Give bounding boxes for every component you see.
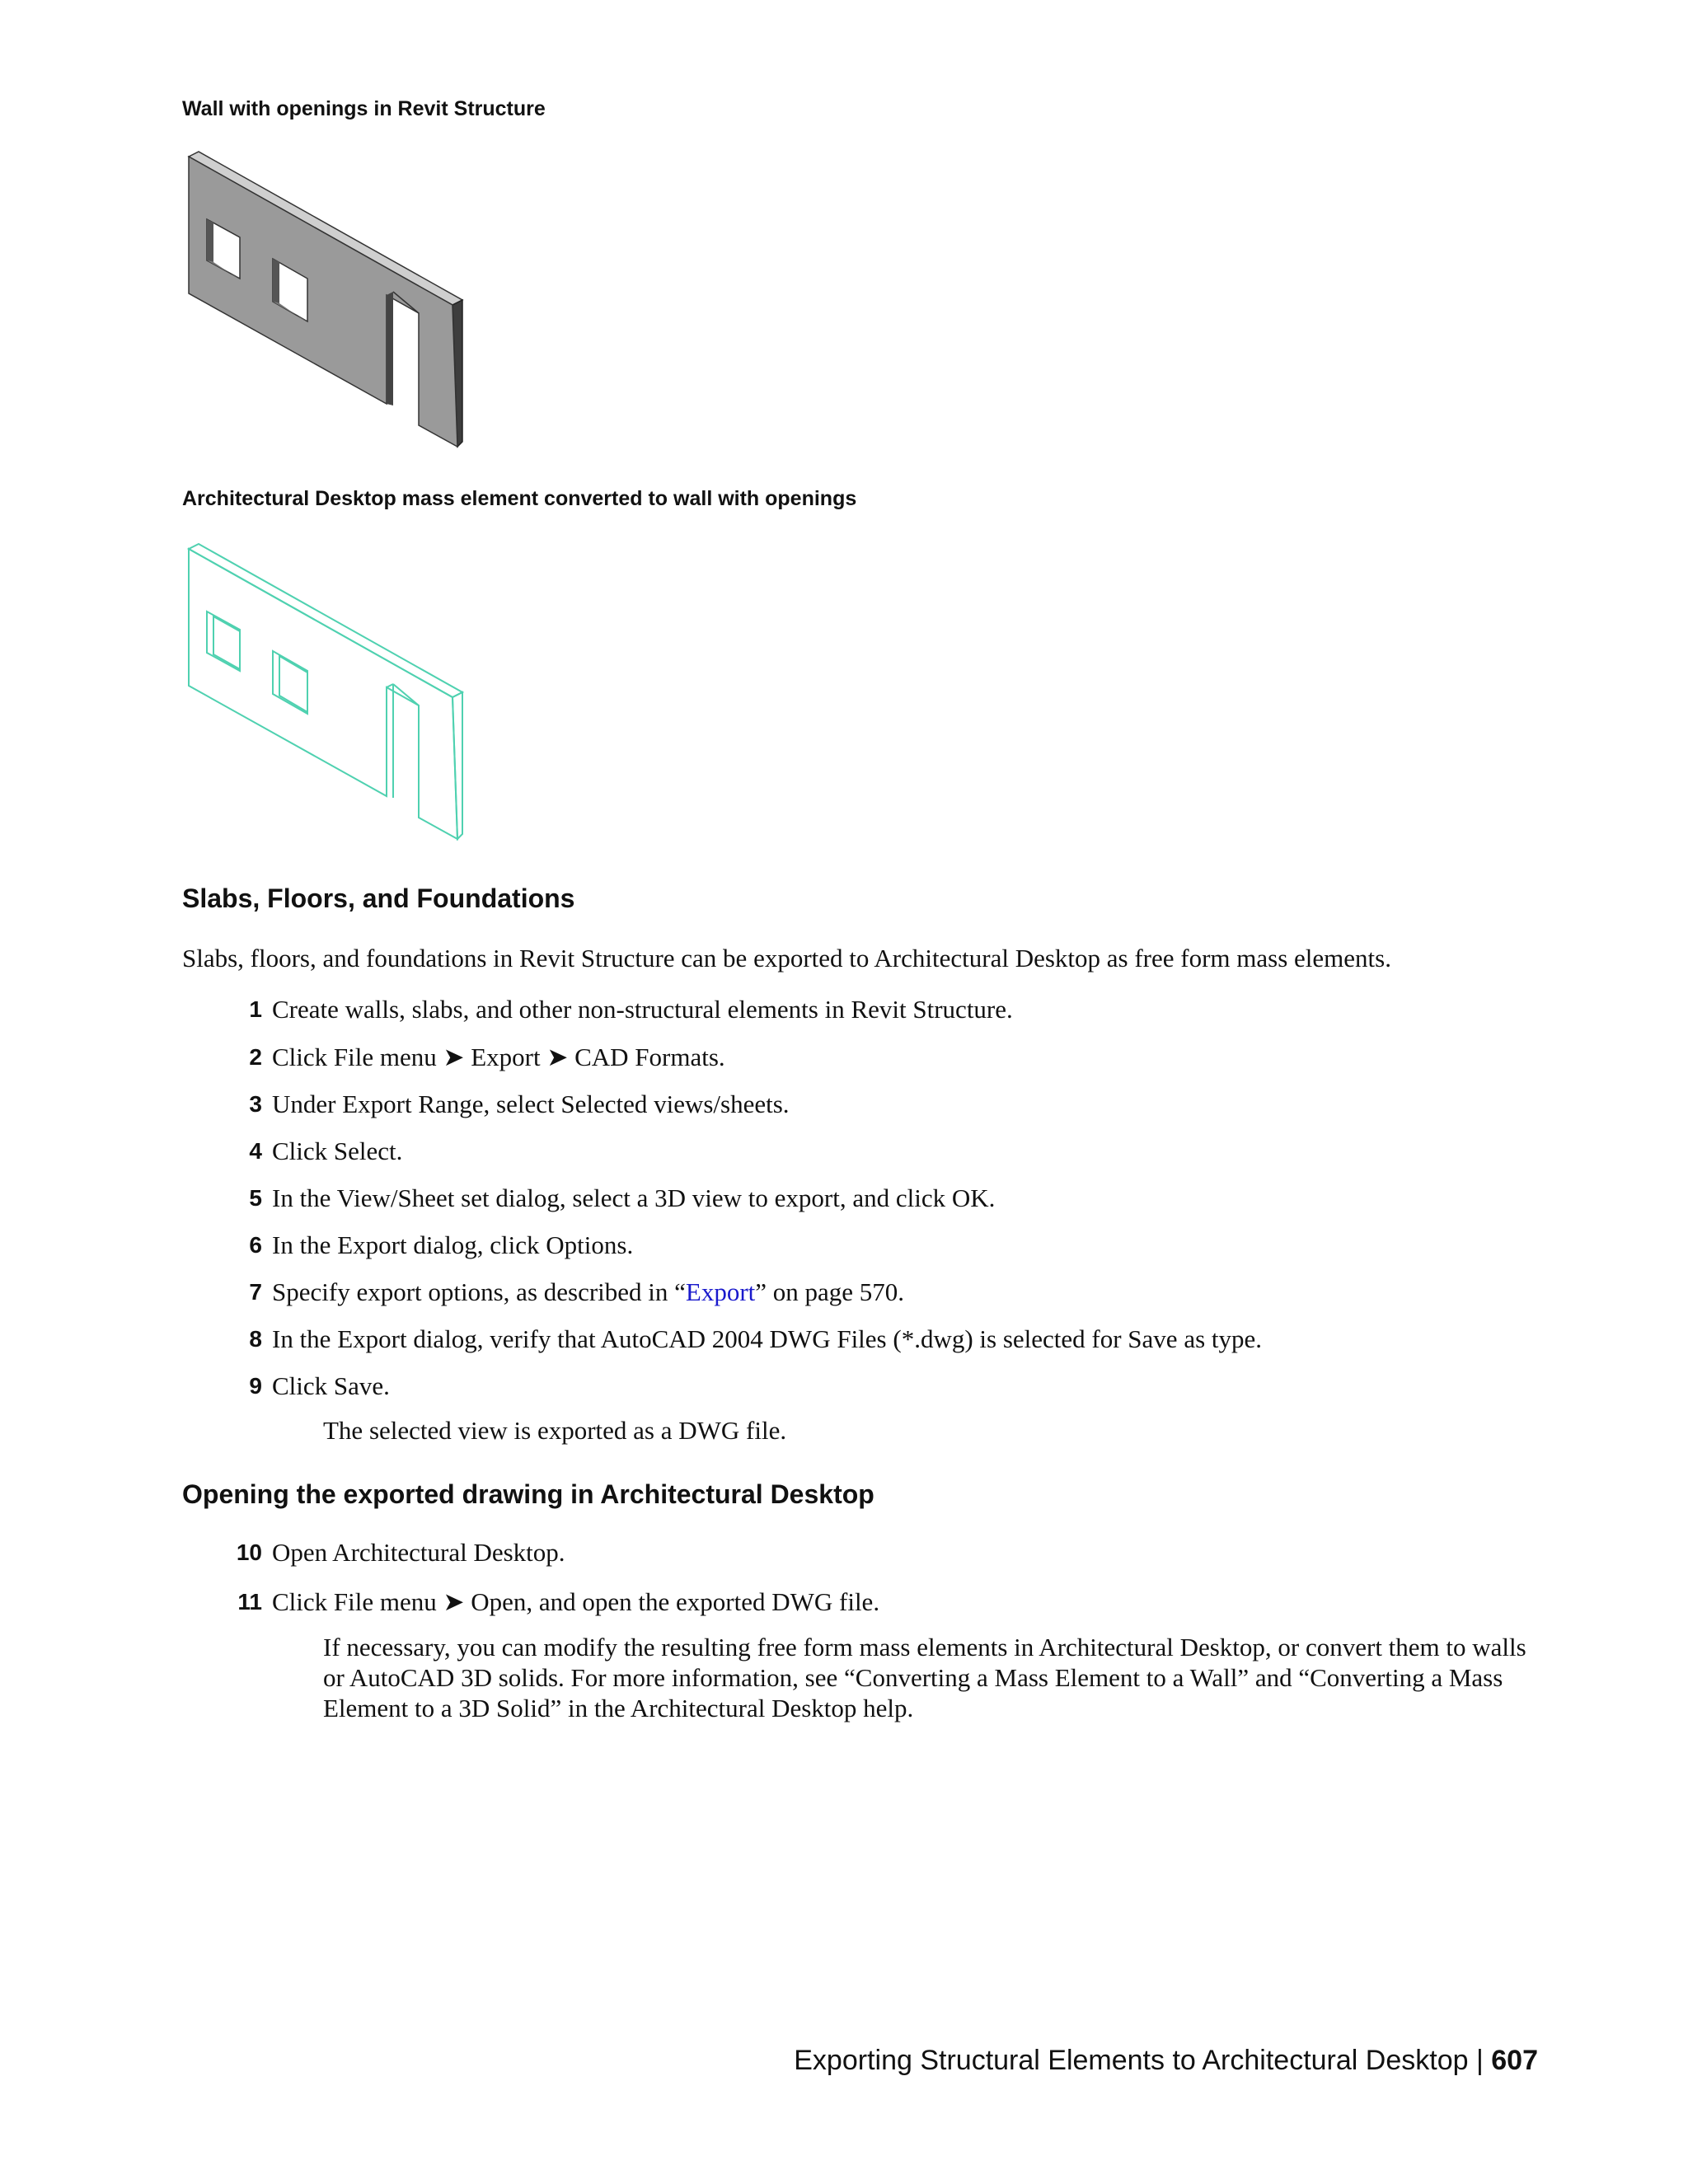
step-9-note: The selected view is exported as a DWG file. — [323, 1416, 787, 1445]
step-1 — [249, 995, 1013, 1024]
solid-wall-illustration — [182, 148, 479, 453]
step-number: 7 — [249, 1279, 262, 1305]
step-text: Create walls, slabs, and other non-structural elements in Revit Structure. — [272, 995, 1013, 1024]
step-2 — [249, 1043, 725, 1072]
section-title-slabs: Slabs, Floors, and Foundations — [182, 883, 575, 913]
export-link[interactable]: Export — [685, 1277, 756, 1306]
step-text: In the Export dialog, verify that AutoCAD 2004 DWG Files (*.dwg) is selected for Save as type. — [272, 1324, 1263, 1353]
step-text: Click Save. — [272, 1371, 390, 1400]
page-footer — [794, 2045, 1538, 2077]
step-3 — [249, 1090, 790, 1119]
step-number: 9 — [249, 1373, 262, 1399]
step-7 — [249, 1277, 905, 1307]
figure-caption-revit-wall: Wall with openings in Revit Structure — [182, 97, 546, 120]
step-8 — [249, 1324, 1263, 1354]
step-number: 8 — [249, 1326, 262, 1352]
step-6 — [249, 1230, 634, 1260]
step-text: Open Architectural Desktop. — [272, 1538, 565, 1567]
step-text: Click File menu ➤ Open, and open the exported DWG file. — [272, 1587, 880, 1616]
figure-caption-adt-mass: Architectural Desktop mass element converted to wall with openings — [182, 487, 857, 510]
step-text: Click File menu ➤ Export ➤ CAD Formats. — [272, 1043, 725, 1071]
step-number: 1 — [249, 996, 262, 1022]
wireframe-wall-illustration — [182, 541, 479, 846]
step-number: 3 — [249, 1091, 262, 1117]
step-text: In the View/Sheet set dialog, select a 3D view to export, and click OK. — [272, 1183, 996, 1212]
section-title-opening: Opening the exported drawing in Architectural Desktop — [182, 1479, 874, 1509]
step-number: 2 — [249, 1044, 262, 1070]
step-number: 6 — [249, 1232, 262, 1258]
step-number: 5 — [249, 1185, 262, 1211]
step-5 — [249, 1183, 996, 1213]
step-4 — [249, 1137, 403, 1166]
step-text-pre: Specify export options, as described in “ — [272, 1277, 686, 1306]
step-text: Click Select. — [272, 1137, 403, 1165]
footer-separator: | — [1475, 2045, 1484, 2076]
step-text-post: ” on page 570. — [755, 1277, 905, 1306]
step-10 — [236, 1538, 565, 1568]
footer-title: Exporting Structural Elements to Architectural Desktop — [794, 2045, 1469, 2076]
step-text: In the Export dialog, click Options. — [272, 1230, 634, 1259]
step-9 — [249, 1371, 390, 1401]
step-text: Under Export Range, select Selected views/sheets. — [272, 1090, 790, 1118]
step-11 — [237, 1587, 880, 1617]
step-number: 11 — [237, 1589, 262, 1615]
step-11-note: If necessary, you can modify the resulting free form mass elements in Architectural Desktop, or convert them to walls or AutoCAD 3D solids. For more information, see “Converting a Mass Element to a Wall” and “Converting a Mass Element to a 3D Solid” in the Architectural Desktop help. — [323, 1633, 1526, 1722]
step-number: 10 — [236, 1540, 262, 1565]
step-number: 4 — [249, 1138, 262, 1164]
intro-paragraph: Slabs, floors, and foundations in Revit Structure can be exported to Architectural Desktop as free form mass elements. — [182, 944, 1391, 972]
page-number: 607 — [1491, 2045, 1538, 2076]
